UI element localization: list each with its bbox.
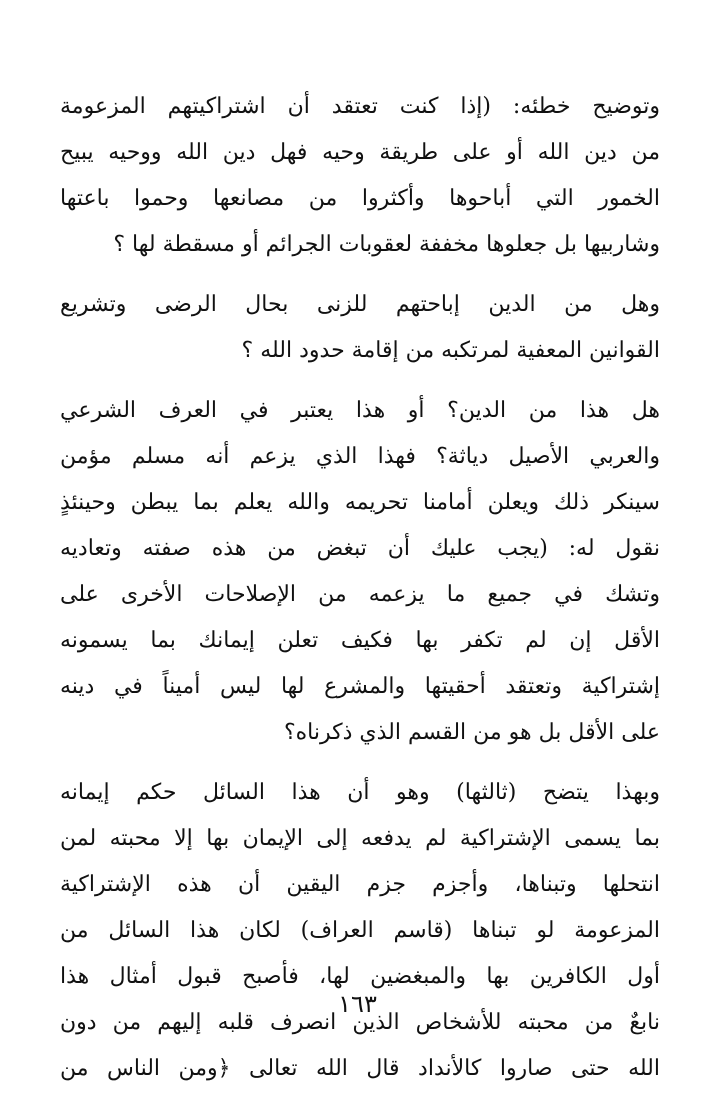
text-line: الله حتى صاروا كالأنداد قال الله تعالى ﴿ومن الناس من bbox=[60, 1056, 660, 1081]
text-line: أول الكافرين بها والمبغضين لها، فأصبح قبول أمثال هذا bbox=[60, 964, 660, 989]
text-line: انتحلها وتبناها، وأجزم جزم اليقين أن هذه الإشتراكية bbox=[60, 872, 660, 897]
document-page bbox=[60, 84, 660, 1106]
text-line: هل هذا من الدين؟ أو هذا يعتبر في العرف الشرعي bbox=[60, 398, 660, 423]
text-line: من دين الله أو على طريقة وحيه فهل دين الله ووحيه يبيح bbox=[60, 140, 660, 165]
paragraph-3 bbox=[60, 388, 660, 756]
page-number: ١٦٣ bbox=[338, 990, 377, 1018]
text-line: وشاربيها بل جعلوها مخففة لعقوبات الجرائم أو مسقطة لها ؟ bbox=[113, 232, 660, 257]
text-line: والعربي الأصيل دياثة؟ فهذا الذي يزعم أنه مسلم مؤمن bbox=[60, 444, 660, 469]
text-line: وهل من الدين إباحتهم للزنى بحال الرضى وتشريع bbox=[60, 292, 660, 317]
text-line: المزعومة لو تبناها (قاسم العراف) لكان هذا السائل من bbox=[60, 918, 660, 943]
text-line: بما يسمى الإشتراكية لم يدفعه إلى الإيمان بها إلا محبته لمن bbox=[60, 826, 660, 851]
paragraph-1 bbox=[60, 84, 660, 268]
text-line: وتشك في جميع ما يزعمه من الإصلاحات الأخرى على bbox=[60, 582, 660, 607]
text-line: سينكر ذلك ويعلن أمامنا تحريمه والله يعلم بما يبطن وحينئذٍ bbox=[60, 490, 660, 515]
text-line: وبهذا يتضح (ثالثها) وهو أن هذا السائل حكم إيمانه bbox=[60, 780, 660, 805]
text-line: الأقل إن لم تكفر بها فكيف تعلن إيمانك بما يسمونه bbox=[60, 628, 660, 653]
text-line: وتوضيح خطئه: (إذا كنت تعتقد أن اشتراكيتهم المزعومة bbox=[60, 94, 660, 119]
paragraph-4 bbox=[60, 770, 660, 1092]
text-line: نقول له: (يجب عليك أن تبغض من هذه صفته وتعاديه bbox=[60, 536, 660, 561]
text-line: نابعٌ من محبته للأشخاص الذين انصرف قلبه إليهم من دون bbox=[60, 1010, 660, 1035]
paragraph-2 bbox=[60, 282, 660, 374]
text-line: إشتراكية وتعتقد أحقيتها والمشرع لها ليس أميناً في دينه bbox=[60, 674, 660, 699]
text-line: القوانين المعفية لمرتكبه من إقامة حدود الله ؟ bbox=[241, 338, 660, 363]
text-line: الخمور التي أباحوها وأكثروا من مصانعها وحموا باعتها bbox=[60, 186, 660, 211]
text-line: على الأقل بل هو من القسم الذي ذكرناه؟ bbox=[283, 720, 660, 745]
